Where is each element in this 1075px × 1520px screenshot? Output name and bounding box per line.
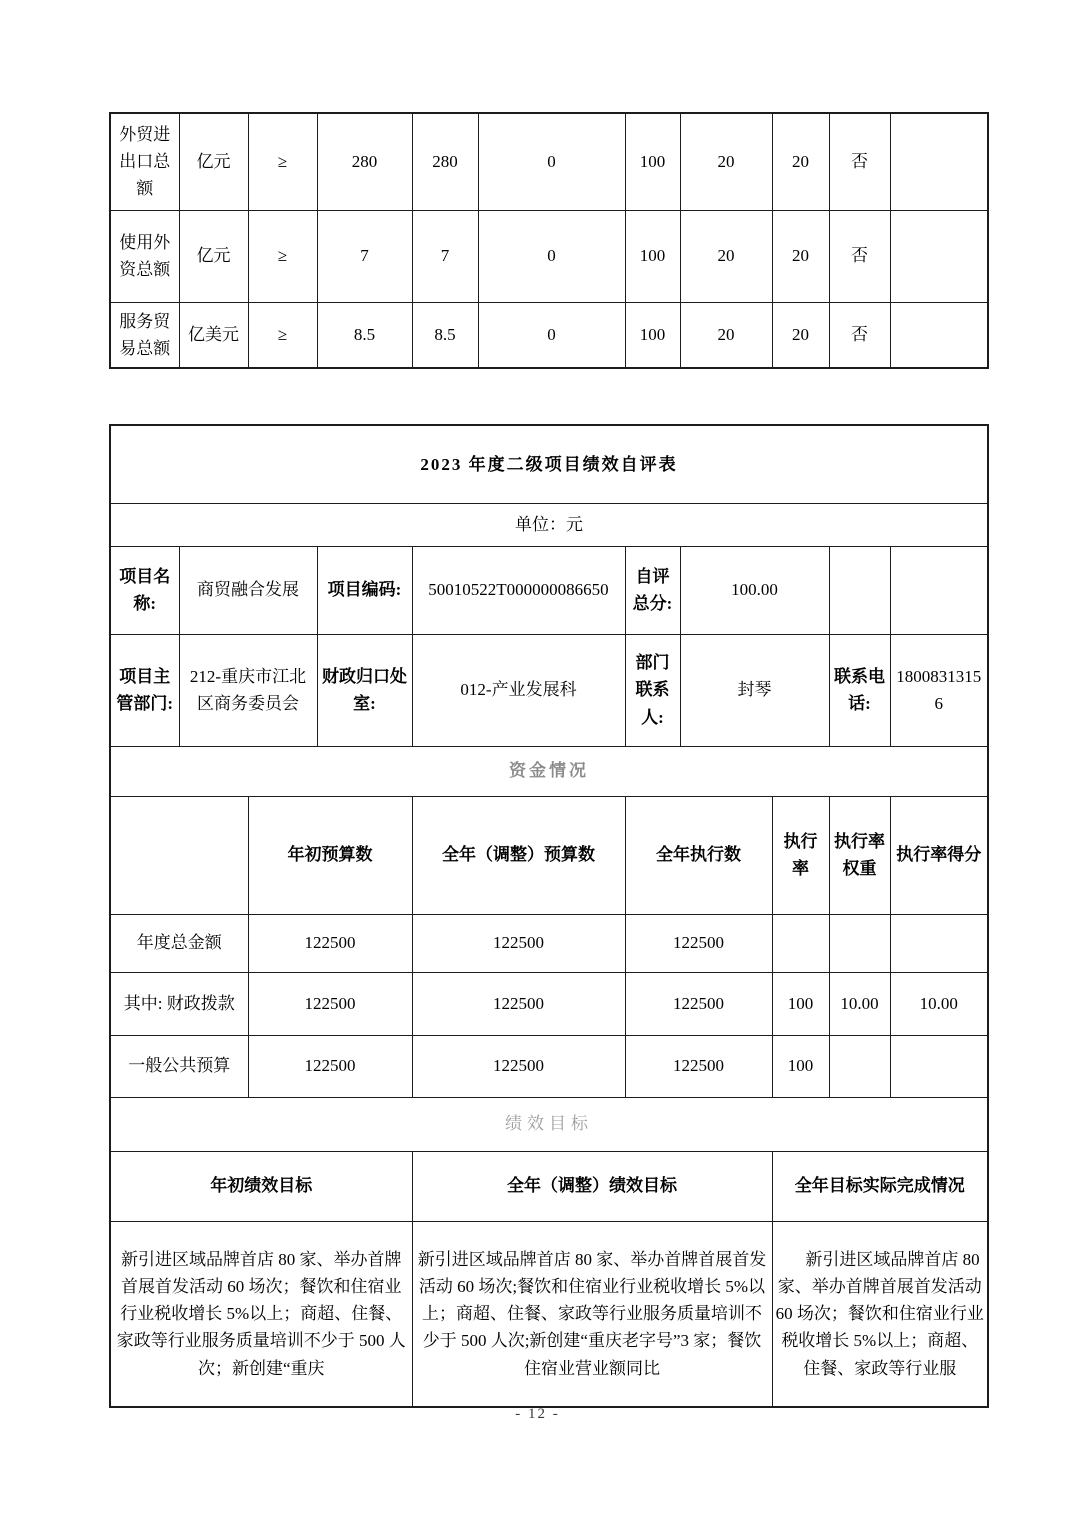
table-cell: 280	[317, 113, 412, 210]
goal-header: 全年目标实际完成情况	[772, 1151, 988, 1221]
fund-cell	[772, 914, 829, 972]
fund-cell	[829, 914, 890, 972]
table-cell: 280	[412, 113, 478, 210]
self-eval-table	[109, 424, 989, 1408]
fund-cell: 10.00	[890, 972, 988, 1035]
table-cell: 0	[478, 113, 625, 210]
project-info-row	[110, 546, 988, 634]
indicator-row	[110, 113, 988, 210]
goal-header: 全年（调整）绩效目标	[412, 1151, 772, 1221]
fund-cell: 100	[772, 1035, 829, 1097]
fund-cell: 122500	[248, 914, 412, 972]
contact-label: 部门联系人:	[625, 634, 680, 746]
indicator-row	[110, 210, 988, 302]
goal-actual-text: 新引进区域品牌首店 80 家、举办首牌首展首发活动 60 场次；餐饮和住宿业行业税收增长 5%以上；商超、住餐、家政等行业服	[772, 1221, 988, 1407]
table-cell: 20	[680, 113, 772, 210]
fund-cell: 122500	[248, 972, 412, 1035]
goal-section-title: 绩效目标	[110, 1097, 988, 1151]
table-cell-empty	[829, 546, 890, 634]
table-cell: 20	[772, 210, 829, 302]
fund-cell: 122500	[248, 1035, 412, 1097]
table-cell: 20	[772, 113, 829, 210]
self-score-value: 100.00	[680, 546, 829, 634]
unit-row	[110, 503, 988, 546]
phone-value: 18008313156	[890, 634, 988, 746]
title-row	[110, 425, 988, 503]
table-cell-empty	[890, 302, 988, 368]
fund-cell: 10.00	[829, 972, 890, 1035]
fund-row	[110, 914, 988, 972]
table-cell: 20	[680, 210, 772, 302]
fund-row-label: 其中: 财政拨款	[110, 972, 248, 1035]
fund-cell	[829, 1035, 890, 1097]
fund-header: 执行率	[772, 796, 829, 914]
project-code-label: 项目编码:	[317, 546, 412, 634]
fund-header: 执行率权重	[829, 796, 890, 914]
dept-label: 项目主管部门:	[110, 634, 179, 746]
table-cell-empty	[890, 546, 988, 634]
table-cell: 8.5	[317, 302, 412, 368]
table-cell: 0	[478, 302, 625, 368]
table-cell: 100	[625, 302, 680, 368]
indicator-unit: 亿美元	[179, 302, 248, 368]
goal-adjusted-text: 新引进区域品牌首店 80 家、举办首牌首展首发活动 60 场次;餐饮和住宿业行业税收增长 5%以上；商超、住餐、家政等行业服务质量培训不少于 500 人次;新创建“重庆老字号”3 家；餐饮住宿业营业额同比	[412, 1221, 772, 1407]
dept-value: 212-重庆市江北区商务委员会	[179, 634, 317, 746]
fund-cell: 122500	[412, 972, 625, 1035]
fund-row-label: 一般公共预算	[110, 1035, 248, 1097]
table-cell: 8.5	[412, 302, 478, 368]
office-value: 012-产业发展科	[412, 634, 625, 746]
goal-header-row	[110, 1151, 988, 1221]
table-cell: 20	[772, 302, 829, 368]
fund-section-row	[110, 746, 988, 796]
indicator-operator: ≥	[248, 210, 317, 302]
table-cell-empty	[890, 210, 988, 302]
goal-header: 年初绩效目标	[110, 1151, 412, 1221]
table-cell-empty	[890, 113, 988, 210]
fund-section-title: 资金情况	[110, 746, 988, 796]
project-name-label: 项目名称:	[110, 546, 179, 634]
indicator-table	[109, 112, 989, 369]
fund-cell: 122500	[625, 972, 772, 1035]
fund-header: 全年（调整）预算数	[412, 796, 625, 914]
table-cell: 否	[829, 302, 890, 368]
fund-header-row	[110, 796, 988, 914]
table-cell: 100	[625, 210, 680, 302]
fund-cell: 122500	[625, 914, 772, 972]
indicator-row	[110, 302, 988, 368]
goal-initial-text: 新引进区域品牌首店 80 家、举办首牌首展首发活动 60 场次；餐饮和住宿业行业税收增长 5%以上；商超、住餐、家政等行业服务质量培训不少于 500 人次；新创建“重庆	[110, 1221, 412, 1407]
fund-cell: 122500	[412, 1035, 625, 1097]
project-code-value: 50010522T000000086650	[412, 546, 625, 634]
fund-header: 年初预算数	[248, 796, 412, 914]
unit-label: 单位：元	[110, 503, 988, 546]
phone-label: 联系电话:	[829, 634, 890, 746]
indicator-unit: 亿元	[179, 210, 248, 302]
office-label: 财政归口处室:	[317, 634, 412, 746]
fund-cell	[890, 1035, 988, 1097]
fund-row	[110, 1035, 988, 1097]
indicator-name: 外贸进出口总额	[110, 113, 179, 210]
goal-section-row	[110, 1097, 988, 1151]
fund-cell	[890, 914, 988, 972]
fund-header-empty	[110, 796, 248, 914]
table-cell: 否	[829, 113, 890, 210]
self-score-label: 自评总分:	[625, 546, 680, 634]
table-cell: 7	[317, 210, 412, 302]
indicator-unit: 亿元	[179, 113, 248, 210]
fund-row-label: 年度总金额	[110, 914, 248, 972]
fund-cell: 100	[772, 972, 829, 1035]
fund-cell: 122500	[625, 1035, 772, 1097]
fund-header: 全年执行数	[625, 796, 772, 914]
goal-text-row	[110, 1221, 988, 1407]
fund-row	[110, 972, 988, 1035]
page-number: - 12 -	[515, 1406, 560, 1422]
fund-header: 执行率得分	[890, 796, 988, 914]
contact-value: 封琴	[680, 634, 829, 746]
table-cell: 100	[625, 113, 680, 210]
fund-cell: 122500	[412, 914, 625, 972]
page-title: 2023 年度二级项目绩效自评表	[110, 425, 988, 503]
table-cell: 否	[829, 210, 890, 302]
table-cell: 20	[680, 302, 772, 368]
table-cell: 7	[412, 210, 478, 302]
indicator-name: 使用外资总额	[110, 210, 179, 302]
department-info-row	[110, 634, 988, 746]
project-name-value: 商贸融合发展	[179, 546, 317, 634]
indicator-operator: ≥	[248, 302, 317, 368]
indicator-operator: ≥	[248, 113, 317, 210]
table-cell: 0	[478, 210, 625, 302]
indicator-name: 服务贸易总额	[110, 302, 179, 368]
